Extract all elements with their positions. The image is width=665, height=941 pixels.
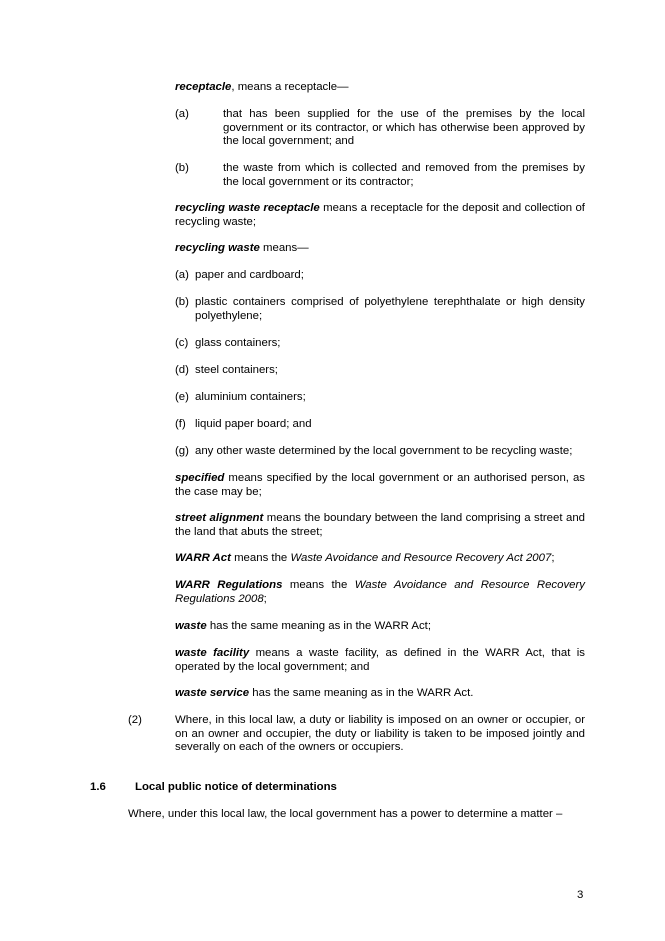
receptacle-item-a: that has been supplied for the use of the premises by the local government or its contractor, or which has otherwise been approved by the local government; and [223, 108, 585, 148]
subclause-2-label: (2) [128, 714, 142, 726]
recycling-item-f-label: (f) [175, 418, 186, 430]
section-number: 1.6 [90, 781, 106, 793]
def-waste-facility: waste facility means a waste facility, as defined in the WARR Act, that is operated by the local government; and [175, 647, 585, 673]
recycling-item-d-label: (d) [175, 364, 189, 376]
def-recycling-waste-receptacle: recycling waste receptacle means a receptacle for the deposit and collection of recycling waste; [175, 202, 585, 228]
receptacle-item-a-label: (a) [175, 108, 189, 120]
section-title: Local public notice of determinations [135, 781, 337, 793]
def-recycling-waste: recycling waste means— [175, 242, 309, 254]
receptacle-item-b-label: (b) [175, 162, 189, 174]
def-warr-regulations: WARR Regulations means the Waste Avoidance and Resource Recovery Regulations 2008; [175, 579, 585, 605]
def-warr-act: WARR Act means the Waste Avoidance and Resource Recovery Act 2007; [175, 552, 555, 564]
recycling-item-d: steel containers; [195, 364, 278, 376]
receptacle-item-b: the waste from which is collected and removed from the premises by the local government or its contractor; [223, 162, 585, 188]
section-body: Where, under this local law, the local government has a power to determine a matter – [128, 808, 563, 820]
recycling-item-e: aluminium containers; [195, 391, 306, 403]
recycling-item-a-label: (a) [175, 269, 189, 281]
recycling-item-f: liquid paper board; and [195, 418, 312, 430]
recycling-item-g-label: (g) [175, 445, 189, 457]
recycling-item-e-label: (e) [175, 391, 189, 403]
def-receptacle: receptacle, means a receptacle— [175, 81, 349, 93]
recycling-item-a: paper and cardboard; [195, 269, 304, 281]
subclause-2: Where, in this local law, a duty or liability is imposed on an owner or occupier, or on an owner and occupier, the duty or liability is taken to be imposed jointly and severally on each of the owners or occupiers. [175, 714, 585, 754]
def-specified: specified means specified by the local government or an authorised person, as the case may be; [175, 472, 585, 498]
def-waste: waste has the same meaning as in the WARR Act; [175, 620, 432, 632]
def-waste-service: waste service has the same meaning as in the WARR Act. [175, 687, 474, 699]
recycling-item-c: glass containers; [195, 337, 281, 349]
def-street-alignment: street alignment means the boundary between the land comprising a street and the land that abuts the street; [175, 512, 585, 538]
recycling-item-c-label: (c) [175, 337, 189, 349]
term-receptacle: receptacle [175, 81, 232, 93]
page-number: 3 [577, 889, 584, 901]
recycling-item-b: plastic containers comprised of polyethylene terephthalate or high density polyethylene; [195, 296, 585, 322]
recycling-item-b-label: (b) [175, 296, 189, 308]
recycling-item-g: any other waste determined by the local government to be recycling waste; [195, 445, 573, 457]
